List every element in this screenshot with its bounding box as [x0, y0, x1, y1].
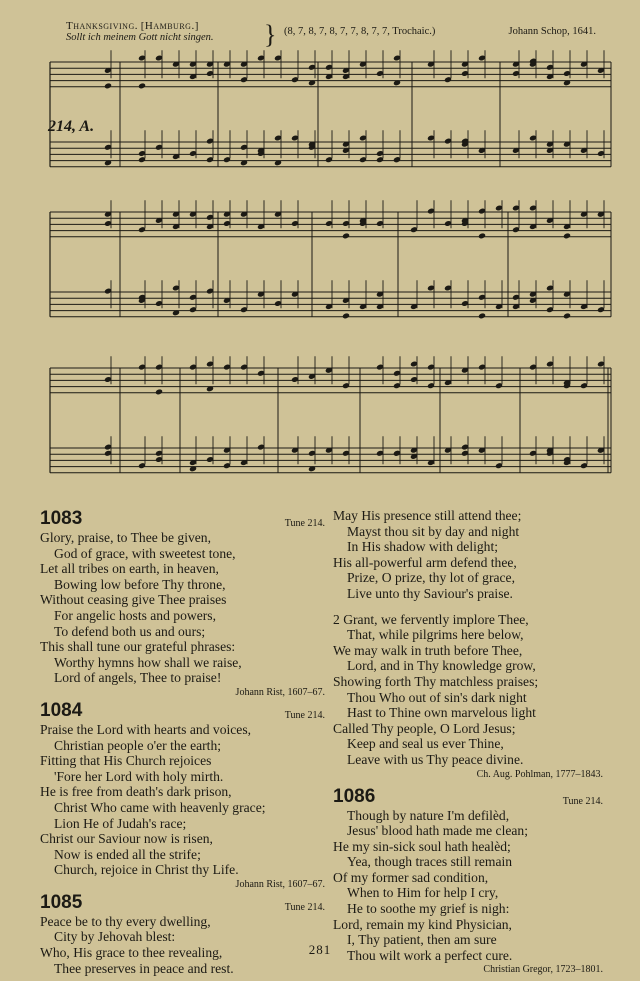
verse-line: Lord, remain my kind Physician, [333, 916, 512, 932]
hymn-1083 [40, 508, 325, 700]
german-title: Sollt ich meinem Gott nicht singen. [66, 32, 214, 43]
verse-line: Mayst thou sit by day and night [347, 523, 520, 539]
verse-line: He my sin-sick soul hath healèd; [333, 838, 511, 854]
verse-line: That, while pilgrims here below, [347, 627, 524, 643]
hymn-1085-continued [333, 508, 603, 782]
verse-line: I, Thy patient, then am sure [347, 932, 497, 948]
verse-line: In His shadow with delight; [347, 539, 499, 555]
composer: Johann Schop, 1641. [508, 26, 596, 37]
tune-name: Thanksgiving. [66, 20, 138, 32]
verse-line: Keep and seal us ever Thine, [347, 736, 504, 752]
hymn-1085 [40, 892, 325, 976]
verse-line: Christ our Saviour now is risen, [40, 831, 213, 847]
verse-line: Bowing low before Thy throne, [54, 576, 226, 592]
verse-line: We may walk in truth before Thee, [333, 642, 523, 658]
tune-ref: Tune 214. [284, 901, 325, 913]
right-column [333, 508, 603, 977]
verse-line: Praise the Lord with hearts and voices, [40, 721, 252, 737]
verse-line: Thee preserves in peace and rest. [54, 960, 234, 976]
verse-line: Christ Who came with heavenly grace; [54, 799, 266, 815]
verse-line: He to soothe my grief is nigh: [347, 901, 510, 917]
hymn-number: 1083 [40, 508, 83, 529]
hymn-author: Johann Rist, 1607–67. [235, 686, 325, 698]
verse-line: This shall tune our grateful phrases: [40, 639, 236, 655]
page-number: 281 [308, 942, 332, 957]
hymn-author: Johann Rist, 1607–67. [235, 878, 325, 890]
verse-line: Hast to Thine own marvelous light [347, 705, 536, 721]
verse-line: Showing forth Thy matchless praises; [333, 673, 539, 689]
verse-line: 2 Grant, we fervently implore Thee, [333, 611, 529, 627]
verse-line: Lord of angels, Thee to praise! [54, 670, 222, 686]
hymn-number: 1084 [40, 699, 83, 721]
verse-line: Of my former sad condition, [333, 869, 489, 885]
verse-line: Church, rejoice in Christ thy Life. [54, 862, 239, 878]
left-column [40, 508, 325, 976]
verse-line: Lion He of Judah's race; [54, 815, 187, 831]
verse-line: Fitting that His Church rejoices [40, 753, 212, 769]
verse-line: His all-powerful arm defend thee, [333, 554, 517, 570]
verse-line: Glory, praise, to Thee be given, [40, 530, 212, 545]
verse-line: Jesus' blood hath made me clean; [347, 823, 529, 839]
verse-line: 'Fore her Lord with holy mirth. [54, 768, 224, 784]
hymn-author: Christian Gregor, 1723–1801. [483, 964, 603, 976]
brace-glyph: } [264, 20, 277, 49]
verse-line: Thou wilt work a perfect cure. [347, 947, 513, 963]
tune-label: 214, A. [48, 118, 95, 135]
verse-line: City by Jehovah blest: [54, 929, 176, 945]
verse-line: Though by nature I'm defilèd, [347, 807, 510, 823]
verse-line: Without ceasing give Thee praises [40, 592, 227, 608]
hymn-1084 [40, 700, 325, 892]
tune-ref: Tune 214. [284, 518, 325, 529]
verse-line: He is free from death's dark prison, [40, 784, 232, 800]
verse-line: Prize, O prize, thy lot of grace, [347, 570, 515, 586]
verse-line: Leave with us Thy peace divine. [347, 751, 524, 767]
verse-line: Thou Who out of sin's dark night [347, 689, 527, 705]
verse-line: For angelic hosts and powers, [54, 607, 216, 623]
verse-line: Yea, though traces still remain [347, 854, 513, 870]
tune-ref: Tune 214. [562, 795, 603, 807]
verse-line: May His presence still attend thee; [333, 508, 522, 523]
verse-line: Who, His grace to thee revealing, [40, 945, 223, 961]
verse-line: Now is ended all the strife; [54, 846, 201, 862]
verse-line: Live unto thy Saviour's praise. [347, 585, 513, 601]
verse-line: Christian people o'er the earth; [54, 737, 222, 753]
verse-line: Let all tribes on earth, in heaven, [40, 561, 219, 577]
meter: (8, 7, 8, 7, 8, 7, 7, 8, 7, 7, Trochaic.) [284, 26, 436, 37]
tune-ref: Tune 214. [284, 709, 325, 721]
hymn-author: Ch. Aug. Pohlman, 1777–1843. [476, 768, 603, 780]
verse-line: To defend both us and ours; [54, 623, 206, 639]
verse-line: God of grace, with sweetest tone, [54, 545, 236, 561]
hymn-number: 1086 [333, 785, 376, 807]
verse-line: Peace be to thy every dwelling, [40, 913, 211, 929]
tune-alt-name: [Hamburg.] [140, 20, 199, 32]
verse-line: Worthy hymns how shall we raise, [54, 654, 242, 670]
verse-line: Called Thy people, O Lord Jesus; [333, 720, 516, 736]
verse-line: When to Him for help I cry, [347, 885, 499, 901]
hymn-number: 1085 [40, 891, 83, 913]
verse-line: Lord, and in Thy knowledge grow, [347, 658, 536, 674]
